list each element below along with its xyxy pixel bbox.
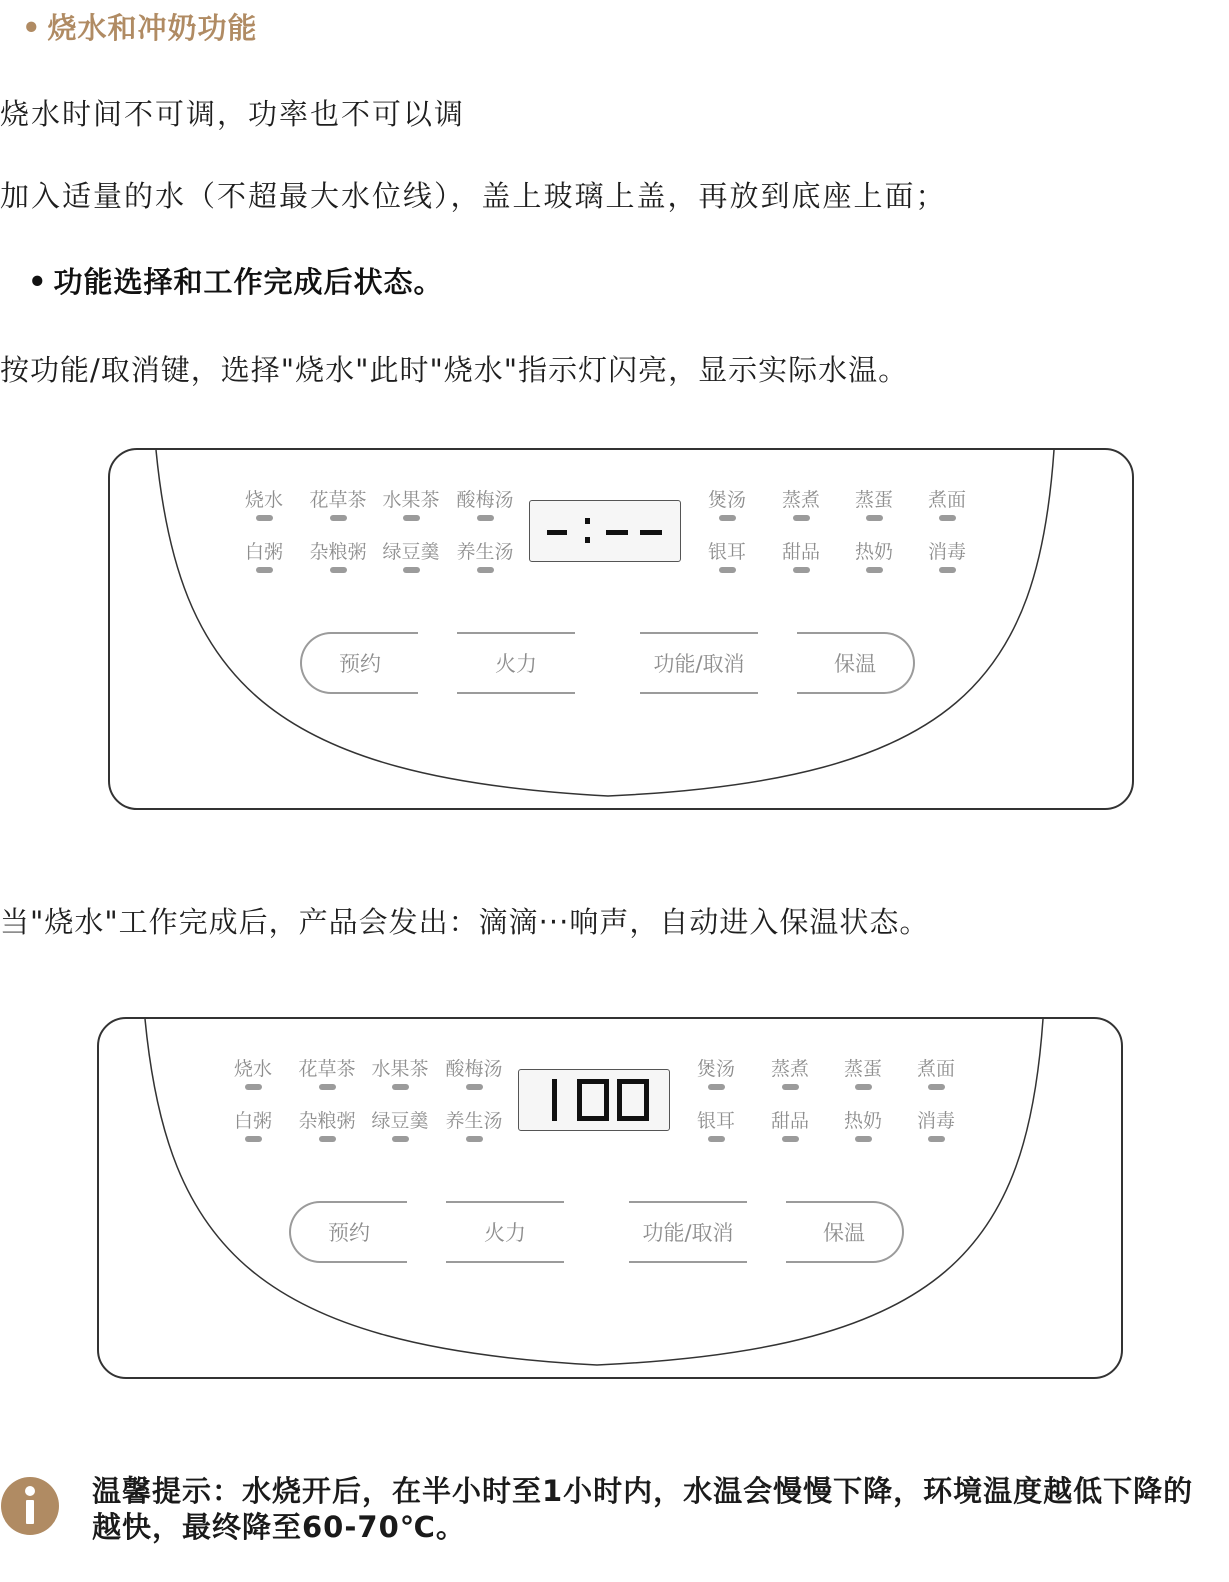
indicator-mungbean-soup: 绿豆羹 bbox=[365, 1109, 435, 1142]
indicator-grain-porridge: 杂粮粥 bbox=[303, 540, 373, 573]
indicator-grain-porridge: 杂粮粥 bbox=[292, 1109, 362, 1142]
section-title-function: • 功能选择和工作完成后状态。 bbox=[28, 265, 444, 299]
led-light bbox=[403, 567, 420, 573]
led-light bbox=[330, 567, 347, 573]
indicator-sterilize: 消毒 bbox=[901, 1109, 971, 1142]
led-light bbox=[708, 1136, 725, 1142]
indicator-fruit-tea: 水果茶 bbox=[376, 488, 446, 521]
led-light bbox=[793, 567, 810, 573]
led-light bbox=[466, 1136, 483, 1142]
led-light bbox=[330, 515, 347, 521]
led-light bbox=[477, 567, 494, 573]
indicator-plum-soup: 酸梅汤 bbox=[450, 488, 520, 521]
led-light bbox=[928, 1084, 945, 1090]
reserve-button: 预约 bbox=[300, 632, 418, 694]
indicator-noodles: 煮面 bbox=[901, 1057, 971, 1090]
led-light bbox=[928, 1136, 945, 1142]
control-panel-diagram bbox=[108, 448, 1134, 810]
paragraph-completion: 当"烧水"工作完成后，产品会发出：滴滴···响声，自动进入保温状态。 bbox=[0, 905, 930, 939]
led-light bbox=[403, 515, 420, 521]
led-light bbox=[939, 515, 956, 521]
function-cancel-button: 功能/取消 bbox=[629, 1201, 747, 1263]
lcd-display bbox=[518, 1069, 670, 1131]
led-light bbox=[392, 1084, 409, 1090]
led-light bbox=[719, 567, 736, 573]
tip-text: 温馨提示：水烧开后，在半小时至1小时内，水温会慢慢下降，环境温度越低下降的越快，最终降至60-70℃。 bbox=[92, 1474, 1194, 1544]
indicator-white-fungus: 银耳 bbox=[692, 540, 762, 573]
lcd-display bbox=[529, 500, 681, 562]
bullet-icon: • bbox=[28, 265, 48, 299]
indicator-flower-tea: 花草茶 bbox=[303, 488, 373, 521]
led-light bbox=[855, 1136, 872, 1142]
heat-power-button: 火力 bbox=[457, 632, 575, 694]
led-light bbox=[782, 1136, 799, 1142]
indicator-steam: 蒸煮 bbox=[755, 1057, 825, 1090]
indicator-steam-egg: 蒸蛋 bbox=[828, 1057, 898, 1090]
keep-warm-button: 保温 bbox=[786, 1201, 904, 1263]
led-light bbox=[319, 1084, 336, 1090]
indicator-health-soup: 养生汤 bbox=[450, 540, 520, 573]
indicator-mungbean-soup: 绿豆羹 bbox=[376, 540, 446, 573]
led-light bbox=[708, 1084, 725, 1090]
led-light bbox=[866, 515, 883, 521]
indicator-plum-soup: 酸梅汤 bbox=[439, 1057, 509, 1090]
indicator-dessert: 甜品 bbox=[755, 1109, 825, 1142]
indicator-stew-soup: 煲汤 bbox=[681, 1057, 751, 1090]
keep-warm-button: 保温 bbox=[797, 632, 915, 694]
paragraph-add-water: 加入适量的水（不超最大水位线），盖上玻璃上盖，再放到底座上面； bbox=[0, 179, 947, 213]
led-light bbox=[245, 1136, 262, 1142]
indicator-hot-milk: 热奶 bbox=[828, 1109, 898, 1142]
led-light bbox=[477, 515, 494, 521]
heat-power-button: 火力 bbox=[446, 1201, 564, 1263]
indicator-boil-water: 烧水 bbox=[218, 1057, 288, 1090]
paragraph-press-function: 按功能/取消键，选择"烧水"此时"烧水"指示灯闪亮，显示实际水温。 bbox=[0, 353, 909, 387]
paragraph-boil-time: 烧水时间不可调，功率也不可以调 bbox=[0, 97, 466, 131]
display-segments bbox=[530, 501, 680, 561]
indicator-hot-milk: 热奶 bbox=[839, 540, 909, 573]
indicator-fruit-tea: 水果茶 bbox=[365, 1057, 435, 1090]
led-light bbox=[866, 567, 883, 573]
led-light bbox=[719, 515, 736, 521]
indicator-steam-egg: 蒸蛋 bbox=[839, 488, 909, 521]
bullet-icon: • bbox=[22, 11, 42, 45]
function-cancel-button: 功能/取消 bbox=[640, 632, 758, 694]
indicator-white-porridge: 白粥 bbox=[229, 540, 299, 573]
led-light bbox=[319, 1136, 336, 1142]
indicator-stew-soup: 煲汤 bbox=[692, 488, 762, 521]
led-light bbox=[392, 1136, 409, 1142]
info-icon bbox=[0, 1476, 60, 1536]
indicator-steam: 蒸煮 bbox=[766, 488, 836, 521]
led-light bbox=[793, 515, 810, 521]
indicator-health-soup: 养生汤 bbox=[439, 1109, 509, 1142]
indicator-boil-water: 烧水 bbox=[229, 488, 299, 521]
led-light bbox=[256, 567, 273, 573]
led-light bbox=[782, 1084, 799, 1090]
indicator-white-porridge: 白粥 bbox=[218, 1109, 288, 1142]
led-light bbox=[855, 1084, 872, 1090]
indicator-sterilize: 消毒 bbox=[912, 540, 982, 573]
control-panel-diagram-complete bbox=[97, 1017, 1123, 1379]
reserve-button: 预约 bbox=[289, 1201, 407, 1263]
section-title-boil: • 烧水和冲奶功能 bbox=[22, 11, 258, 45]
indicator-dessert: 甜品 bbox=[766, 540, 836, 573]
display-value: -:-- bbox=[531, 502, 533, 503]
display-value: 100 bbox=[520, 1071, 522, 1072]
indicator-flower-tea: 花草茶 bbox=[292, 1057, 362, 1090]
led-light bbox=[939, 567, 956, 573]
led-light bbox=[466, 1084, 483, 1090]
led-light bbox=[245, 1084, 262, 1090]
indicator-noodles: 煮面 bbox=[912, 488, 982, 521]
indicator-white-fungus: 银耳 bbox=[681, 1109, 751, 1142]
led-light bbox=[256, 515, 273, 521]
display-segments bbox=[519, 1070, 669, 1130]
